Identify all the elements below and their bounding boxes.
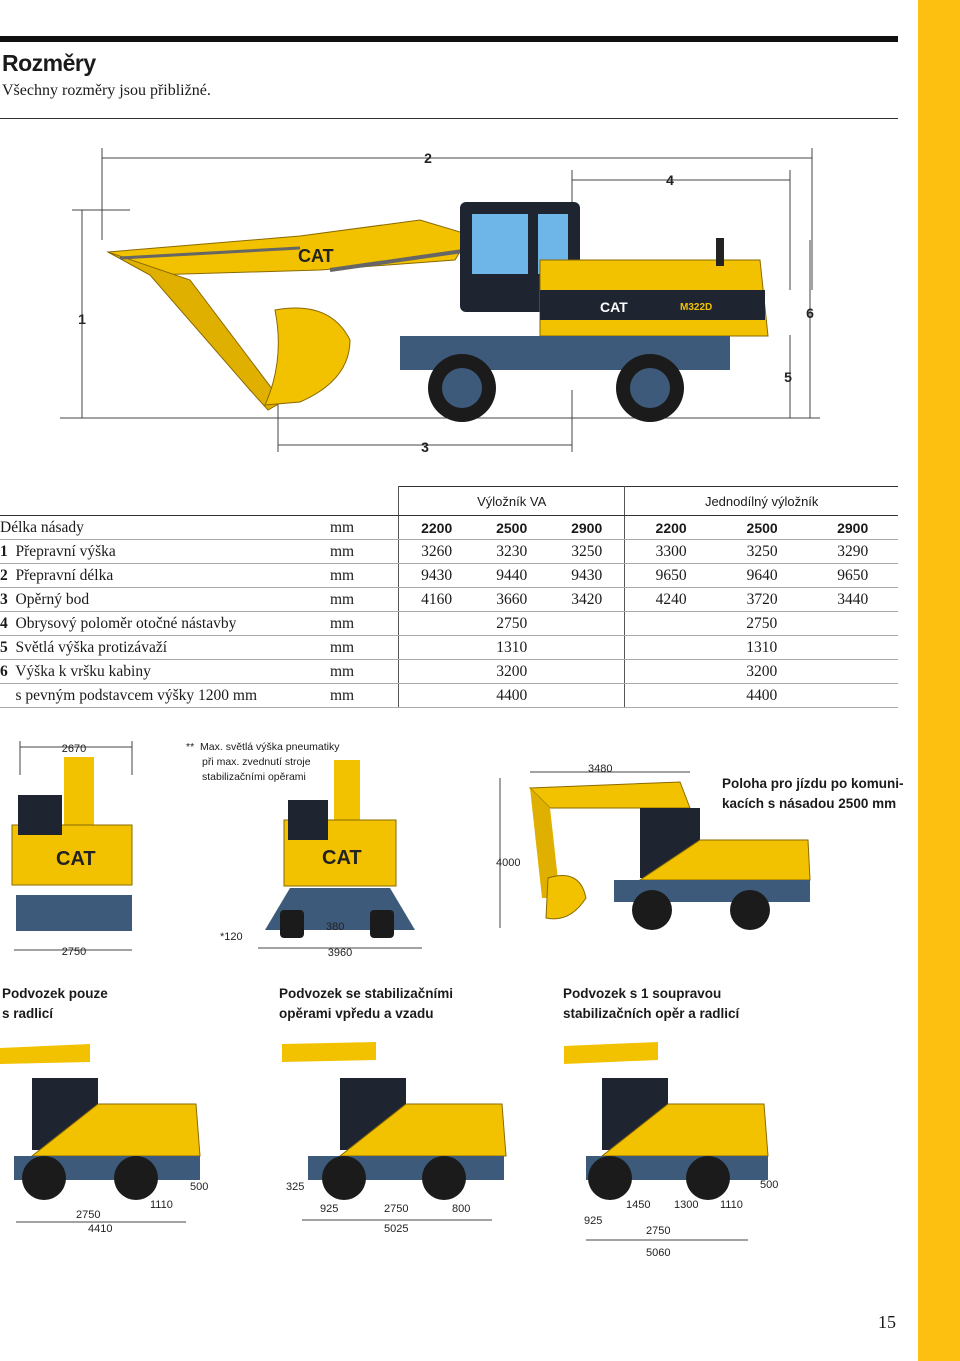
- undercarriage-caption-2: Podvozek se stabilizačními opěrami vpředu a vzadu: [279, 986, 454, 1021]
- dim-label-4: 4: [666, 172, 674, 188]
- svg-text:1450: 1450: [626, 1199, 651, 1211]
- dim-label-5: 5: [784, 369, 792, 385]
- table-row: 5 Světlá výška protizávaží mm 1310 1310: [0, 636, 898, 660]
- svg-text:800: 800: [452, 1203, 471, 1215]
- group-mono: Jednodílný výložník: [625, 487, 898, 516]
- dim-label-2: 2: [424, 150, 432, 166]
- body-brand: CAT: [600, 299, 628, 315]
- table-row: 1 Přepravní výška mm 3260 3230 3250 3300 3250 3290: [0, 540, 898, 564]
- svg-text:CAT: CAT: [322, 847, 362, 869]
- svg-text:1300: 1300: [674, 1199, 699, 1211]
- dim-label-1: 1: [78, 311, 86, 327]
- boom-brand: CAT: [298, 246, 334, 266]
- svg-text:500: 500: [190, 1181, 209, 1193]
- front-view-outriggers: [210, 760, 450, 965]
- table-row: Délka násady mm 2200 2500 2900 2200 2500 2900: [0, 516, 898, 540]
- svg-text:5060: 5060: [646, 1247, 671, 1259]
- svg-text:2750: 2750: [384, 1203, 409, 1215]
- svg-text:3960: 3960: [327, 947, 353, 959]
- undercarriage-diagram-2: [280, 1038, 520, 1248]
- dim-label-6: 6: [806, 305, 814, 321]
- table-row: s pevným podstavcem výšky 1200 mm mm 4400 4400: [0, 684, 898, 708]
- table-row: 6 Výška k vršku kabiny mm 3200 3200: [0, 660, 898, 684]
- page-subtitle: Všechny rozměry jsou přibližné.: [2, 82, 211, 99]
- svg-text:2750: 2750: [61, 946, 87, 958]
- svg-text:2670: 2670: [61, 743, 87, 755]
- travel-caption: Poloha pro jízdu po komuni- kacích s násadou 2500 mm: [722, 776, 904, 811]
- group-va: Výložník VA: [399, 487, 625, 516]
- accent-strip: [918, 0, 960, 1361]
- undercarriage-caption-1: Podvozek pouze s radlicí: [2, 986, 108, 1021]
- row-label: Délka násady: [0, 518, 84, 536]
- svg-text:*120: *120: [220, 931, 243, 943]
- svg-text:380: 380: [326, 921, 345, 933]
- page-title: Rozměry: [2, 50, 96, 76]
- header-divider: [0, 118, 898, 119]
- undercarriage-caption-3: Podvozek s 1 soupravou stabilizačních opěr a radlicí: [563, 986, 740, 1021]
- svg-text:2750: 2750: [76, 1209, 101, 1221]
- front-view-blade: [0, 735, 160, 965]
- table-row: 2 Přepravní délka mm 9430 9440 9430 9650 9640 9650: [0, 564, 898, 588]
- svg-text:1110: 1110: [150, 1199, 173, 1211]
- footnote: ** Max. světlá výška pneumatiky při max. zvednutí stroje stabilizačními opěrami: [186, 741, 340, 783]
- page-number: 15: [878, 1312, 896, 1332]
- dim-label-3: 3: [421, 439, 429, 455]
- excavator-side-diagram: [0, 140, 898, 460]
- top-rule: [0, 36, 898, 42]
- svg-text:1110: 1110: [720, 1199, 743, 1211]
- svg-text:CAT: CAT: [56, 848, 96, 870]
- svg-text:5025: 5025: [384, 1223, 409, 1235]
- body-model: M322D: [680, 302, 713, 313]
- svg-text:500: 500: [760, 1179, 779, 1191]
- svg-text:2750: 2750: [646, 1225, 671, 1237]
- table-row: 3 Opěrný bod mm 4160 3660 3420 4240 3720 3440: [0, 588, 898, 612]
- svg-text:925: 925: [584, 1215, 603, 1227]
- svg-text:4410: 4410: [88, 1223, 113, 1235]
- spec-table: [0, 486, 898, 708]
- svg-text:3480: 3480: [588, 763, 613, 775]
- svg-text:325: 325: [286, 1181, 305, 1193]
- svg-text:925: 925: [320, 1203, 339, 1215]
- svg-text:4000: 4000: [496, 857, 521, 869]
- undercarriage-diagram-3: [562, 1038, 802, 1268]
- table-row: 4 Obrysový poloměr otočné nástavby mm 2750 2750: [0, 612, 898, 636]
- undercarriage-diagram-1: [0, 1038, 230, 1248]
